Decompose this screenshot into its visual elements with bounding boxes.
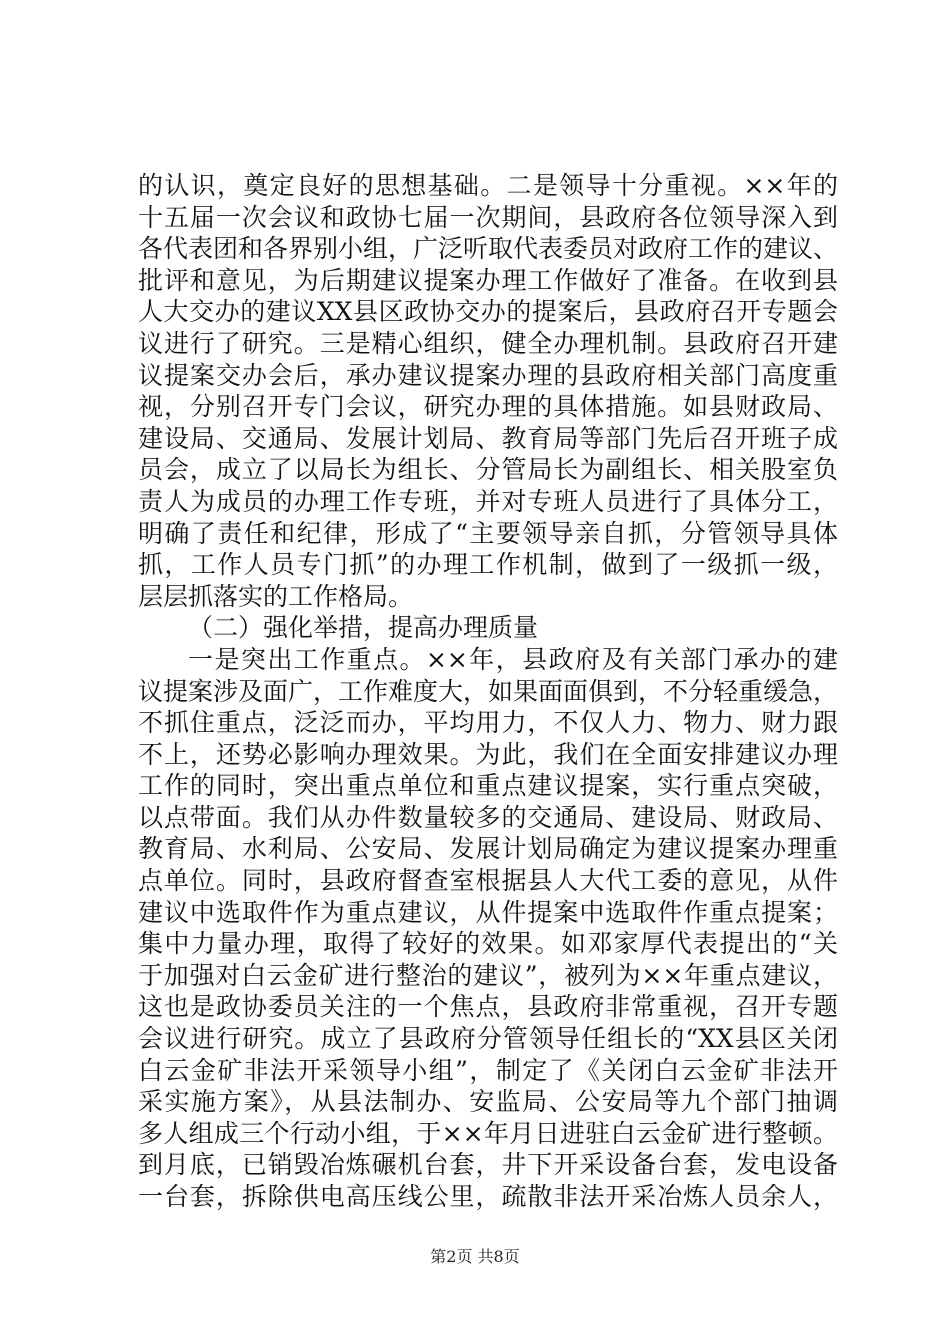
page-footer [0, 1247, 950, 1267]
text-line: 到月底，已销毁冶炼碾机台套，井下开采设备台套，发电设备 [138, 1150, 838, 1180]
text-line: 白云金矿非法开采领导小组”，制定了《关闭白云金矿非法开 [138, 1055, 838, 1085]
text-line: 人大交办的建议XX县区政协交办的提案后，县政府召开专题会 [138, 297, 838, 327]
text-line: 以点带面。我们从办件数量较多的交通局、建设局、财政局、 [138, 802, 838, 832]
text-line: 员会，成立了以局长为组长、分管局长为副组长、相关股室负 [138, 455, 838, 485]
text-line: 各代表团和各界别小组，广泛听取代表委员对政府工作的建议、 [138, 234, 839, 264]
text-line: 建设局、交通局、发展计划局、教育局等部门先后召开班子成 [138, 423, 838, 453]
text-line: 责人为成员的办理工作专班，并对专班人员进行了具体分工， [138, 486, 838, 516]
text-line: 不抓住重点，泛泛而办，平均用力，不仅人力、物力、财力跟 [138, 708, 838, 738]
text-line: 采实施方案》，从县法制办、安监局、公安局等九个部门抽调 [138, 1087, 838, 1117]
text-line: 集中力量办理，取得了较好的效果。如邓家厚代表提出的“关 [138, 929, 838, 959]
text-line: 层层抓落实的工作格局。 [138, 581, 414, 611]
text-line: 一台套，拆除供电高压线公里，疏散非法开采冶炼人员余人， [138, 1182, 838, 1211]
text-line: 十五届一次会议和政协七届一次期间，县政府各位领导深入到 [138, 202, 838, 232]
text-line: 议提案涉及面广，工作难度大，如果面面俱到，不分轻重缓急， [138, 676, 839, 706]
text-line: 视，分别召开专门会议，研究办理的具体措施。如县财政局、 [138, 392, 838, 422]
page-number-label: 第2页 共8页 [430, 1247, 520, 1266]
text-line: 的认识，奠定良好的思想基础。二是领导十分重视。××年的 [138, 171, 838, 200]
section-heading: （二）强化举措，提高办理质量 [188, 613, 539, 643]
text-line: 一是突出工作重点。××年，县政府及有关部门承办的建 [188, 644, 838, 674]
text-line: 明确了责任和纪律，形成了“主要领导亲自抓，分管领导具体 [138, 518, 838, 548]
text-line: 批评和意见，为后期建议提案办理工作做好了准备。在收到县 [138, 265, 838, 295]
text-line: 不上，还势必影响办理效果。为此，我们在全面安排建议办理 [138, 739, 838, 769]
text-line: 抓，工作人员专门抓”的办理工作机制，做到了一级抓一级， [138, 550, 838, 580]
text-line: 点单位。同时，县政府督查室根据县人大代工委的意见，从件 [138, 866, 838, 896]
text-line: 会议进行研究。成立了县政府分管领导任组长的“XX县区关闭 [138, 1024, 838, 1054]
text-line: 议进行了研究。三是精心组织，健全办理机制。县政府召开建 [138, 328, 838, 358]
text-line: 这也是政协委员关注的一个焦点，县政府非常重视，召开专题 [138, 992, 838, 1022]
text-line: 多人组成三个行动小组，于××年月日进驻白云金矿进行整顿。 [138, 1118, 838, 1148]
text-line: 议提案交办会后，承办建议提案办理的县政府相关部门高度重 [138, 360, 838, 390]
text-line: 工作的同时，突出重点单位和重点建议提案，实行重点突破， [138, 771, 838, 801]
document-body [138, 170, 838, 1213]
text-line: 建议中选取件作为重点建议，从件提案中选取件作重点提案； [138, 897, 838, 927]
text-line: 教育局、水利局、公安局、发展计划局确定为建议提案办理重 [138, 834, 838, 864]
text-line: 于加强对白云金矿进行整治的建议”，被列为××年重点建议， [138, 960, 838, 990]
